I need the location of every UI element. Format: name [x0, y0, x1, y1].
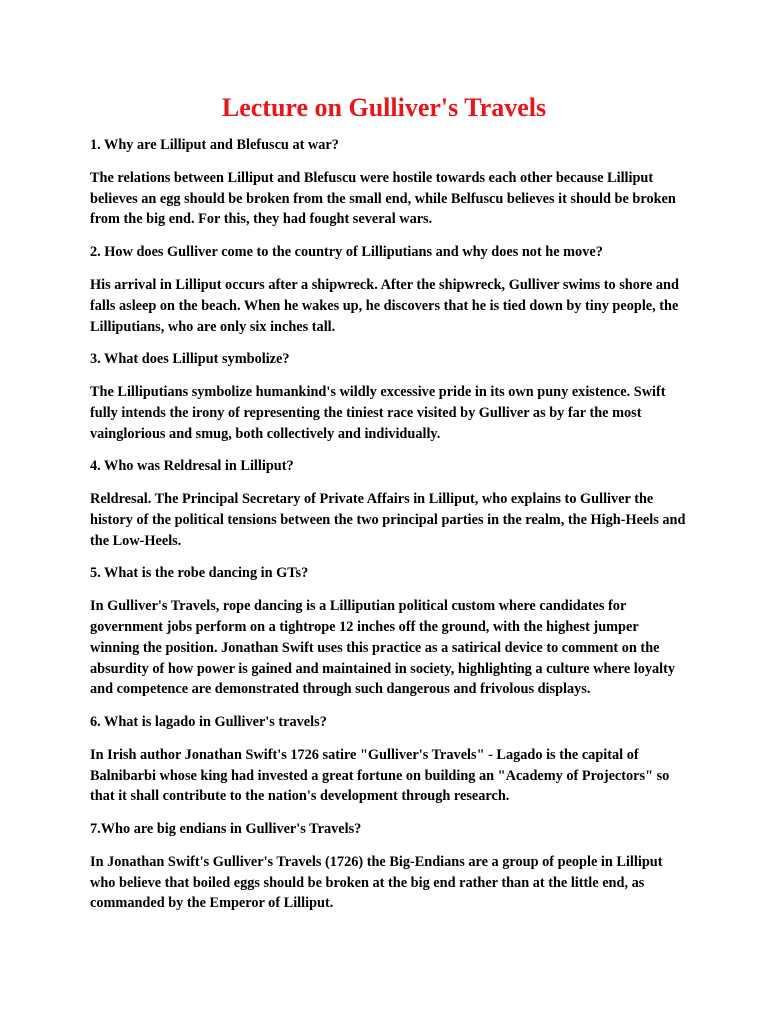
answer-4: Reldresal. The Principal Secretary of Private Affairs in Lilliput, who explains to Gulliver the history of the political tensions between the two principal parties in the realm, the High-Heels and the Low-Heels. — [90, 491, 686, 549]
answer-5: In Gulliver's Travels, rope dancing is a Lilliputian political custom where candidates for government jobs perform on a tightrope 12 inches off the ground, with the highest jumper winning the position. Jonathan Swift uses this practice as a satirical device to comment on the absurdity of how power is gained and maintained in society, highlighting a culture where loyalty and competence are demonstrated through such dangerous and frivolous displays. — [90, 598, 676, 698]
qa-list — [90, 135, 690, 926]
document-title: Lecture on Gulliver's Travels — [221, 93, 547, 122]
answer-1: The relations between Lilliput and Blefuscu were hostile towards each other because Lilliput believes an egg should be broken from the small end, while Belfuscu believes it should be broken from the big end. For this, they had fought several wars. — [90, 170, 676, 228]
qa-item-3 — [90, 349, 690, 444]
qa-item-4 — [90, 456, 690, 551]
qa-item-7 — [90, 819, 690, 914]
qa-item-6 — [90, 712, 690, 807]
question-1: 1. Why are Lilliput and Blefuscu at war? — [90, 137, 339, 153]
answer-6: In Irish author Jonathan Swift's 1726 satire "Gulliver's Travels" - Lagado is the capital of Balnibarbi whose king had invested a great fortune on building an "Academy of Projectors" so that it shall contribute to the nation's development through research. — [90, 746, 670, 805]
qa-item-1 — [90, 135, 690, 230]
answer-3: The Lilliputians symbolize humankind's wildly excessive pride in its own puny existence. Swift fully intends the irony of representing the tiniest race visited by Gulliver as by far the most vainglorious and smug, both collectively and individually. — [90, 384, 666, 442]
question-7: 7.Who are big endians in Gulliver's Travels? — [90, 821, 362, 838]
question-2: 2. How does Gulliver come to the country of Lilliputians and why does not he move? — [90, 244, 603, 261]
answer-2: His arrival in Lilliput occurs after a shipwreck. After the shipwreck, Gulliver swims to shore and falls asleep on the beach. When he wakes up, he discovers that he is tied down by tiny people, the Lilliputians, who are only six inches tall. — [90, 277, 679, 335]
answer-7: In Jonathan Swift's Gulliver's Travels (1726) the Big-Endians are a group of people in Lilliput who believe that boiled eggs should be broken at the big end rather than at the little end, as commanded by the Emperor of Lilliput. — [90, 854, 663, 912]
qa-item-2 — [90, 242, 690, 337]
qa-item-5 — [90, 563, 690, 700]
question-4: 4. Who was Reldresal in Lilliput? — [90, 458, 294, 475]
question-5: 5. What is the robe dancing in GTs? — [90, 565, 309, 582]
question-6: 6. What is lagado in Gulliver's travels? — [90, 713, 327, 730]
question-3: 3. What does Lilliput symbolize? — [90, 351, 290, 368]
